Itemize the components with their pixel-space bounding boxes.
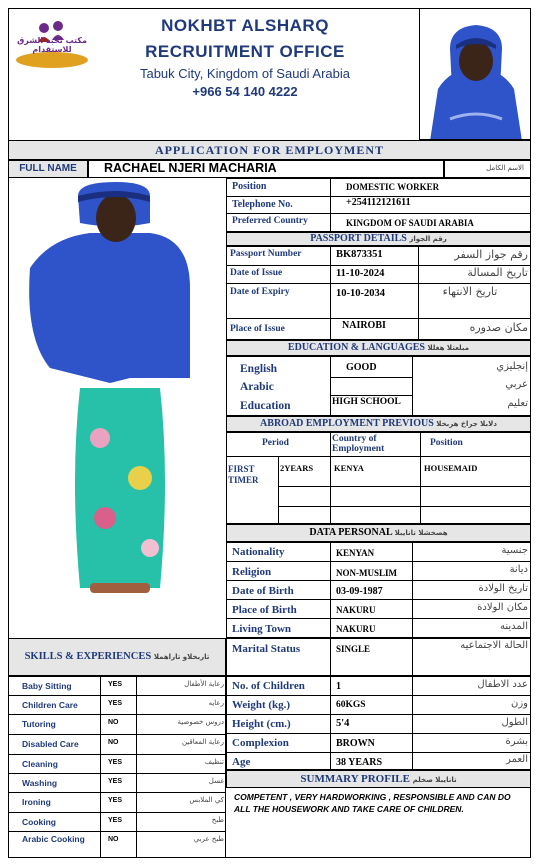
abroad-period-value: 2YEARS	[280, 463, 314, 473]
birth-place-ar: مكان الولادة	[477, 602, 528, 613]
abroad-title-ar: دلابلا جراخ هربخلا	[436, 420, 497, 428]
skill-label: Cleaning	[22, 759, 58, 769]
skills-title-ar: تاربخلاو تاراهملا	[153, 653, 210, 661]
marital-value: SINGLE	[336, 644, 371, 654]
skill-label: Baby Sitting	[22, 681, 72, 691]
skill-arabic: دروس خصوصية	[177, 718, 224, 726]
skill-label: Arabic Cooking	[22, 834, 85, 844]
abroad-country-value: KENYA	[334, 463, 364, 473]
birth-date-value: 03-09-1987	[336, 586, 383, 597]
passport-title-ar: رقم الجواز	[409, 235, 447, 243]
education-ar: تعليم	[507, 398, 528, 409]
preferred-country-value: KINGDOM OF SAUDI ARABIA	[346, 218, 474, 228]
abroad-position-value: HOUSEMAID	[424, 463, 478, 473]
telephone-value: +254112121611	[346, 197, 411, 208]
living-town-label: Living Town	[232, 623, 292, 635]
skill-label: Ironing	[22, 797, 51, 807]
complexion-value: BROWN	[336, 738, 375, 749]
english-ar: إنجليزي	[496, 361, 528, 372]
weight-value: 60KGS	[336, 700, 366, 710]
expiry-date-ar: تاريخ الانتهاء	[442, 285, 498, 298]
passport-number-ar: رقم جواز السفر	[454, 248, 528, 261]
preferred-country-label: Preferred Country	[232, 216, 308, 226]
skill-label: Disabled Care	[22, 739, 79, 749]
skill-value: YES	[108, 778, 123, 785]
religion-ar: ديانة	[509, 564, 528, 575]
skill-value: NO	[108, 719, 119, 726]
skill-arabic: تنظيف	[204, 758, 224, 766]
arabic-label: Arabic	[240, 381, 274, 393]
passport-section-title	[226, 232, 531, 246]
personal-title-ar: هصخشلا تانايبلا	[394, 529, 448, 537]
skill-arabic: طبخ عربي	[193, 835, 224, 843]
skill-label: Tutoring	[22, 719, 56, 729]
logo-text: مكتب نخبة الشرق للاستقدام	[17, 36, 87, 54]
education-title-ar: مبلعتلا ه‍غللا	[427, 344, 470, 352]
passport-title: PASSPORT DETAILS	[310, 233, 407, 244]
issue-place-ar: مكان صدوره	[469, 321, 528, 334]
language-value: GOOD	[346, 362, 377, 373]
arabic-ar: عربي	[505, 379, 528, 390]
summary-title: SUMMARY PROFILE	[300, 773, 410, 785]
birth-place-label: Place of Birth	[232, 604, 297, 616]
english-label: English	[240, 363, 278, 375]
personal-title: DATA PERSONAL	[309, 527, 393, 538]
complexion-label: Complexion	[232, 737, 289, 749]
skill-value: YES	[108, 797, 123, 804]
company-name: NOKHBT ALSHARQ	[161, 16, 329, 35]
company-logo	[12, 12, 92, 72]
living-town-value: NAKURU	[336, 624, 376, 634]
personal-section-title	[226, 524, 531, 542]
full-name-ar: الاسم الكامل	[486, 164, 524, 172]
complexion-ar: بشرة	[505, 736, 528, 747]
marital-ar: الحالة الاجتماعيه	[460, 640, 528, 651]
expiry-date-value: 10-10-2034	[336, 288, 385, 299]
skill-value: NO	[108, 836, 119, 843]
religion-label: Religion	[232, 566, 272, 578]
position-value: DOMESTIC WORKER	[346, 182, 440, 192]
company-location: Tabuk City, Kingdom of Saudi Arabia	[139, 66, 351, 81]
birth-date-ar: تاريخ الولادة	[478, 583, 528, 594]
height-ar: الطول	[501, 717, 528, 728]
religion-value: NON-MUSLIM	[336, 568, 397, 578]
education-label: Education	[240, 400, 291, 412]
abroad-section-title	[226, 416, 531, 432]
abroad-period-header: Period	[262, 438, 289, 448]
children-label: No. of Children	[232, 680, 305, 692]
first-timer-label: FIRST TIMER	[228, 464, 259, 485]
summary-text: COMPETENT , VERY HARDWORKING , RESPONSIBLE AND CAN DO ALL THE HOUSEWORK AND TAKE CARE OF CHILDREN.	[234, 792, 511, 814]
skill-arabic: طبخ	[211, 816, 224, 824]
abroad-position-header: Position	[430, 438, 463, 448]
skill-label: Washing	[22, 778, 58, 788]
skill-arabic: رعاية الأطفال	[184, 680, 224, 688]
marital-label: Marital Status	[232, 643, 301, 655]
weight-label: Weight (kg.)	[232, 699, 291, 711]
age-ar: العمر	[506, 754, 528, 765]
skill-arabic: رعايه	[208, 699, 224, 707]
position-label: Position	[232, 181, 267, 192]
passport-number-label: Passport Number	[230, 249, 302, 259]
skill-label: Cooking	[22, 817, 56, 827]
passport-number-value: BK873351	[336, 249, 383, 260]
form-title: APPLICATION FOR EMPLOYMENT	[8, 140, 531, 160]
education-value: HIGH SCHOOL	[332, 397, 401, 407]
telephone-label: Telephone No.	[232, 199, 293, 210]
issue-place-label: Place of Issue	[230, 324, 285, 334]
company-phone: +966 54 140 4222	[192, 84, 298, 99]
skill-value: YES	[108, 759, 123, 766]
skills-section-title	[8, 638, 226, 676]
abroad-title: ABROAD EMPLOYMENT PREVIOUS	[260, 418, 434, 429]
birth-date-label: Date of Birth	[232, 585, 294, 597]
issue-date-label: Date of Issue	[230, 268, 283, 278]
birth-place-value: NAKURU	[336, 605, 376, 615]
skill-arabic: غسل	[208, 777, 224, 785]
issue-place-value: NAIROBI	[342, 320, 386, 331]
nationality-ar: جنسية	[501, 545, 528, 556]
full-name-label: FULL NAME	[19, 163, 77, 174]
height-label: Height (cm.)	[232, 718, 291, 730]
headshot-photo	[419, 8, 531, 140]
issue-date-value: 11-10-2024	[336, 268, 385, 279]
skill-value: YES	[108, 817, 123, 824]
skills-title: SKILLS & EXPERIENCES	[24, 651, 152, 662]
expiry-date-label: Date of Expiry	[230, 287, 290, 297]
age-value: 38 YEARS	[336, 757, 383, 768]
age-label: Age	[232, 756, 251, 768]
height-value: 5'4	[336, 718, 350, 729]
summary-section-title	[226, 770, 531, 788]
education-title: EDUCATION & LANGUAGES	[287, 342, 425, 353]
full-body-photo	[10, 178, 222, 600]
nationality-value: KENYAN	[336, 548, 375, 558]
skill-arabic: رعاية المعاقين	[181, 738, 224, 746]
children-value: 1	[336, 681, 341, 692]
skill-value: YES	[108, 700, 123, 707]
weight-ar: وزن	[510, 698, 528, 709]
full-name-value: RACHAEL NJERI MACHARIA	[104, 161, 277, 175]
company-subtitle: RECRUITMENT OFFICE	[145, 42, 345, 61]
children-ar: عدد الاطفال	[477, 679, 528, 690]
skill-label: Children Care	[22, 700, 78, 710]
abroad-country-header: Country of Employment	[332, 434, 385, 454]
issue-date-ar: تاريخ المسالة	[467, 266, 528, 279]
nationality-label: Nationality	[232, 546, 285, 558]
education-section-title	[226, 340, 531, 356]
skill-value: NO	[108, 739, 119, 746]
skill-value: YES	[108, 681, 123, 688]
living-town-ar: المدينه	[499, 621, 528, 632]
skill-arabic: كي الملابس	[189, 796, 224, 804]
summary-title-ar: تانايبلا صخلم	[412, 776, 457, 784]
